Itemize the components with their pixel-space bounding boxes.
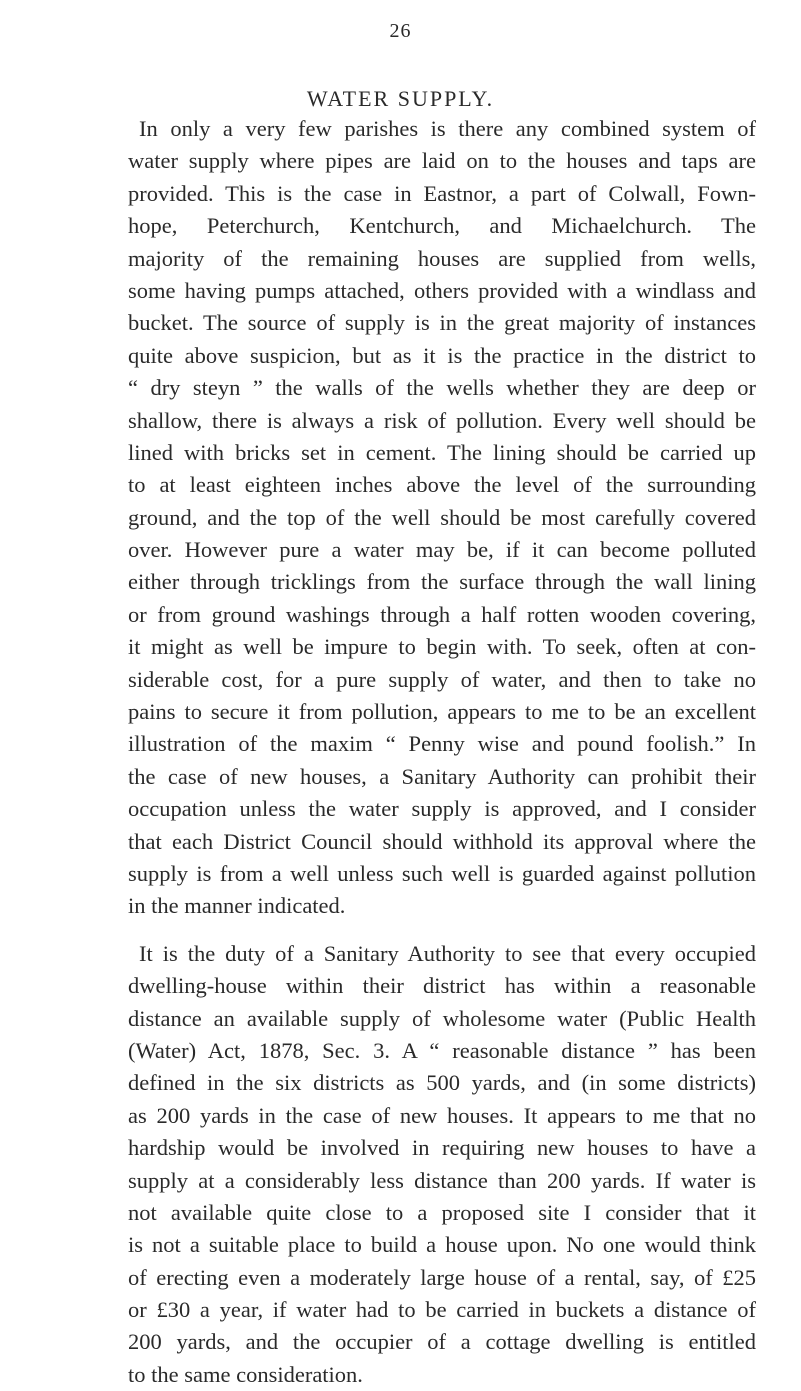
text-line: supply is from a well unless such well is guarded against pollution xyxy=(128,860,756,886)
paragraph-1 xyxy=(128,113,756,923)
text-line: either through tricklings from the surface through the wall lining xyxy=(128,569,756,595)
text-line: hope, Peterchurch, Kentchurch, and Michaelchurch. The xyxy=(128,213,756,239)
text-line: not available quite close to a proposed site I consider that it xyxy=(128,1199,756,1225)
text-line: It is the duty of a Sanitary Authority to see that every occupied xyxy=(139,940,756,966)
text-line: in the manner indicated. xyxy=(128,893,346,919)
text-line: siderable cost, for a pure supply of water, and then to take no xyxy=(128,666,756,692)
text-line: quite above suspicion, but as it is the practice in the district to xyxy=(128,342,756,368)
text-line: defined in the six districts as 500 yards, and (in some districts) xyxy=(128,1070,756,1096)
section-heading: WATER SUPPLY. xyxy=(306,86,495,111)
text-line: bucket. The source of supply is in the great majority of instances xyxy=(128,310,756,336)
text-line: hardship would be involved in requiring new houses to have a xyxy=(128,1135,756,1161)
text-line: shallow, there is always a risk of pollution. Every well should be xyxy=(128,407,756,433)
text-line: over. However pure a water may be, if it can become polluted xyxy=(128,537,756,563)
text-line: “ dry steyn ” the walls of the wells whether they are deep or xyxy=(128,375,756,401)
page-number: 26 xyxy=(389,20,412,42)
paragraph-2 xyxy=(128,938,756,1391)
text-line: that each District Council should withhold its approval where the xyxy=(128,828,756,854)
text-line: or £30 a year, if water had to be carried in buckets a distance of xyxy=(128,1297,756,1323)
text-line: some having pumps attached, others provided with a windlass and xyxy=(128,277,756,303)
text-line: ground, and the top of the well should be most carefully covered xyxy=(128,504,756,530)
text-line: to the same consideration. xyxy=(128,1361,363,1387)
text-line: distance an available supply of wholesome water (Public Health xyxy=(128,1005,756,1031)
text-line: 200 yards, and the occupier of a cottage dwelling is entitled xyxy=(128,1329,756,1355)
text-line: of erecting even a moderately large house of a rental, say, of £25 xyxy=(128,1264,756,1290)
body-text xyxy=(128,113,756,1391)
text-line: provided. This is the case in Eastnor, a part of Colwall, Fown- xyxy=(128,180,756,206)
text-line: supply at a considerably less distance than 200 yards. If water is xyxy=(128,1167,756,1193)
text-line: pains to secure it from pollution, appears to me to be an excellent xyxy=(128,699,756,725)
text-line: water supply where pipes are laid on to the houses and taps are xyxy=(128,148,756,174)
text-line: (Water) Act, 1878, Sec. 3. A “ reasonable distance ” has been xyxy=(128,1037,756,1063)
text-line: is not a suitable place to build a house upon. No one would think xyxy=(128,1232,756,1258)
text-line: In only a very few parishes is there any combined system of xyxy=(139,116,756,141)
text-line: the case of new houses, a Sanitary Authority can prohibit their xyxy=(128,763,756,789)
text-line: or from ground washings through a half rotten wooden covering, xyxy=(128,601,756,627)
text-line: as 200 yards in the case of new houses. It appears to me that no xyxy=(128,1102,756,1128)
text-line: illustration of the maxim “ Penny wise and pound foolish.” In xyxy=(128,731,756,757)
text-line: it might as well be impure to begin with. To seek, often at con- xyxy=(128,634,756,660)
text-line: majority of the remaining houses are supplied from wells, xyxy=(128,245,756,271)
text-line: dwelling-house within their district has within a reasonable xyxy=(128,973,756,999)
text-line: occupation unless the water supply is approved, and I consider xyxy=(128,796,756,822)
text-line: to at least eighteen inches above the level of the surrounding xyxy=(128,472,756,498)
text-line: lined with bricks set in cement. The lining should be carried up xyxy=(128,439,756,465)
